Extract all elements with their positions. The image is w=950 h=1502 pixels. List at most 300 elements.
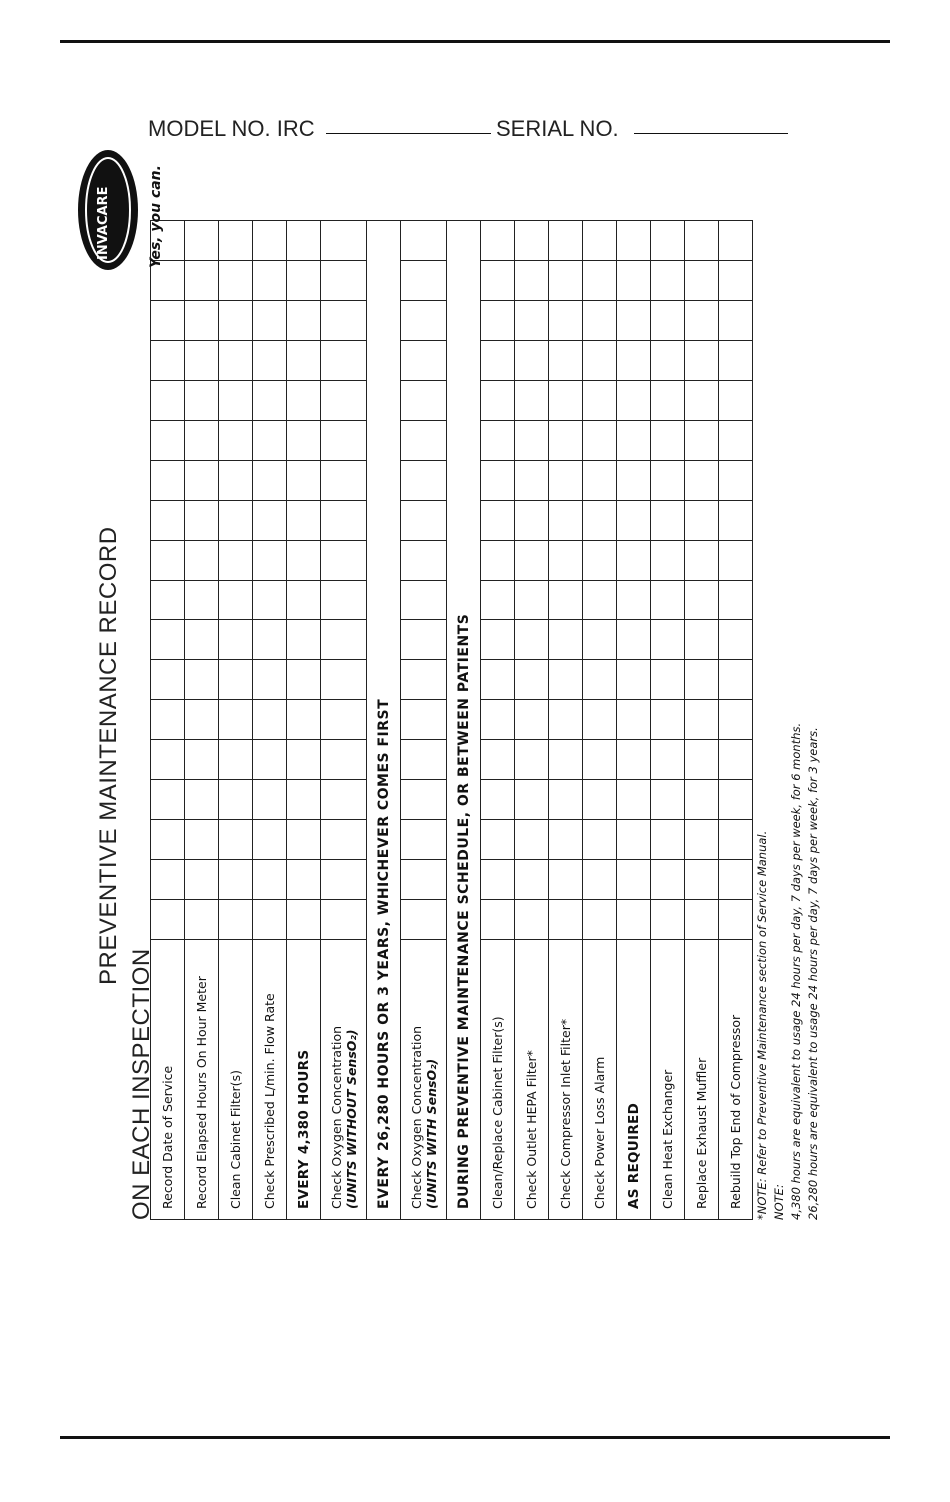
section-heading: EVERY 26,280 HOURS OR 3 YEARS, WHICHEVER COMES FIRST [367, 221, 401, 1220]
entry-cell[interactable] [253, 221, 287, 261]
entry-cell[interactable] [651, 340, 685, 380]
task-label [549, 940, 583, 1220]
model-number-field[interactable] [326, 133, 491, 134]
entry-cell[interactable] [481, 740, 515, 780]
entry-cell [287, 620, 321, 660]
entry-cell[interactable] [549, 780, 583, 820]
entry-cell[interactable] [321, 261, 367, 301]
tagline: Yes, you can. [148, 165, 164, 268]
entry-cell[interactable] [719, 380, 753, 420]
entry-cell[interactable] [549, 820, 583, 860]
entry-cell[interactable] [185, 660, 219, 700]
entry-cell[interactable] [719, 460, 753, 500]
entry-cell[interactable] [515, 660, 549, 700]
maintenance-form [50, 220, 820, 1220]
entry-cell[interactable] [401, 820, 447, 860]
form-title: PREVENTIVE MAINTENANCE RECORD [95, 526, 122, 985]
entry-cell [287, 900, 321, 940]
entry-cell[interactable] [401, 380, 447, 420]
entry-cell[interactable] [321, 900, 367, 940]
entry-cell[interactable] [321, 221, 367, 261]
task-label [651, 940, 685, 1220]
entry-cell[interactable] [685, 580, 719, 620]
entry-cell[interactable] [481, 860, 515, 900]
entry-cell[interactable] [185, 261, 219, 301]
entry-cell[interactable] [151, 900, 185, 940]
entry-cell[interactable] [151, 780, 185, 820]
entry-cell[interactable] [685, 420, 719, 460]
task-label [321, 940, 367, 1220]
entry-cell[interactable] [685, 340, 719, 380]
entry-cell [287, 261, 321, 301]
top-rule [60, 40, 890, 43]
entry-cell[interactable] [515, 221, 549, 261]
entry-cell[interactable] [401, 261, 447, 301]
entry-cell[interactable] [321, 500, 367, 540]
entry-cell[interactable] [321, 620, 367, 660]
entry-cell [617, 460, 651, 500]
entry-cell[interactable] [583, 580, 617, 620]
bottom-rule [60, 1436, 890, 1439]
entry-cell[interactable] [719, 860, 753, 900]
entry-cell[interactable] [401, 580, 447, 620]
table-row [685, 221, 719, 1220]
section-heading: DURING PREVENTIVE MAINTENANCE SCHEDULE, OR BETWEEN PATIENTS [447, 221, 481, 1220]
entry-cell[interactable] [481, 500, 515, 540]
model-serial-line [148, 116, 798, 146]
entry-cell[interactable] [481, 540, 515, 580]
task-label-text: Rebuild Top End of Compressor [728, 1014, 743, 1209]
entry-cell[interactable] [401, 660, 447, 700]
entry-cell[interactable] [481, 780, 515, 820]
entry-cell[interactable] [685, 380, 719, 420]
entry-cell[interactable] [219, 500, 253, 540]
entry-cell[interactable] [253, 620, 287, 660]
entry-cell[interactable] [321, 660, 367, 700]
entry-cell[interactable] [685, 740, 719, 780]
entry-cell[interactable] [151, 740, 185, 780]
entry-cell[interactable] [253, 261, 287, 301]
entry-cell[interactable] [253, 700, 287, 740]
entry-cell[interactable] [253, 420, 287, 460]
entry-cell[interactable] [219, 301, 253, 341]
entry-cell[interactable] [401, 500, 447, 540]
serial-number-field[interactable] [634, 133, 788, 134]
entry-cell[interactable] [151, 620, 185, 660]
entry-cell[interactable] [719, 700, 753, 740]
entry-cell[interactable] [481, 460, 515, 500]
entry-cell [617, 780, 651, 820]
entry-cell[interactable] [401, 340, 447, 380]
entry-cell[interactable] [549, 221, 583, 261]
entry-cell[interactable] [549, 340, 583, 380]
entry-cell[interactable] [651, 900, 685, 940]
entry-cell[interactable] [321, 301, 367, 341]
entry-cell[interactable] [719, 420, 753, 460]
note-4380-hours: 4,380 hours are equivalent to usage 24 hours per day, 7 days per week, for 6 months. [789, 722, 803, 1220]
entry-cell [617, 500, 651, 540]
entry-cell[interactable] [321, 740, 367, 780]
entry-cell[interactable] [515, 420, 549, 460]
entry-cell[interactable] [651, 820, 685, 860]
entry-cell[interactable] [583, 660, 617, 700]
entry-cell[interactable] [219, 380, 253, 420]
entry-cell[interactable] [515, 780, 549, 820]
entry-cell[interactable] [515, 500, 549, 540]
entry-cell[interactable] [583, 460, 617, 500]
entry-cell[interactable] [583, 900, 617, 940]
entry-cell[interactable] [151, 420, 185, 460]
entry-cell[interactable] [515, 301, 549, 341]
entry-cell[interactable] [151, 580, 185, 620]
table-row [549, 221, 583, 1220]
entry-cell[interactable] [219, 460, 253, 500]
entry-cell[interactable] [719, 740, 753, 780]
entry-cell[interactable] [685, 620, 719, 660]
entry-cell[interactable] [651, 380, 685, 420]
entry-cell[interactable] [515, 580, 549, 620]
entry-cell[interactable] [185, 380, 219, 420]
entry-cell[interactable] [583, 620, 617, 660]
entry-cell[interactable] [515, 900, 549, 940]
entry-cell[interactable] [219, 660, 253, 700]
entry-cell[interactable] [401, 740, 447, 780]
entry-cell[interactable] [219, 900, 253, 940]
entry-cell[interactable] [685, 660, 719, 700]
entry-cell[interactable] [651, 860, 685, 900]
entry-cell[interactable] [515, 700, 549, 740]
entry-cell[interactable] [583, 860, 617, 900]
entry-cell[interactable] [321, 820, 367, 860]
task-label [219, 940, 253, 1220]
entry-cell[interactable] [481, 700, 515, 740]
entry-cell [617, 261, 651, 301]
entry-cell [287, 860, 321, 900]
task-label [719, 940, 753, 1220]
entry-cell[interactable] [401, 460, 447, 500]
entry-cell[interactable] [253, 660, 287, 700]
section-heading [287, 940, 321, 1220]
entry-cell [287, 780, 321, 820]
entry-cell[interactable] [185, 221, 219, 261]
task-label-text: Check Oxygen Concentration [408, 1025, 424, 1209]
entry-cell[interactable] [253, 780, 287, 820]
entry-cell[interactable] [685, 700, 719, 740]
entry-cell [287, 221, 321, 261]
entry-cell[interactable] [185, 540, 219, 580]
entry-cell[interactable] [651, 660, 685, 700]
entry-cell[interactable] [515, 340, 549, 380]
entry-cell[interactable] [481, 340, 515, 380]
table-row [617, 221, 651, 1220]
entry-cell[interactable] [549, 620, 583, 660]
entry-cell[interactable] [253, 380, 287, 420]
entry-cell[interactable] [185, 740, 219, 780]
table-row [185, 221, 219, 1220]
entry-cell [617, 340, 651, 380]
entry-cell[interactable] [685, 780, 719, 820]
entry-cell[interactable] [583, 420, 617, 460]
entry-cell[interactable] [583, 780, 617, 820]
entry-cell [617, 540, 651, 580]
note-heading: NOTE: [772, 1184, 786, 1220]
task-label [401, 940, 447, 1220]
entry-cell[interactable] [481, 820, 515, 860]
entry-cell[interactable] [219, 700, 253, 740]
entry-cell[interactable] [583, 221, 617, 261]
entry-cell[interactable] [321, 780, 367, 820]
table-row [287, 221, 321, 1220]
entry-cell[interactable] [651, 261, 685, 301]
entry-cell[interactable] [401, 780, 447, 820]
on-each-inspection-heading: ON EACH INSPECTION [128, 948, 155, 1220]
entry-cell[interactable] [719, 340, 753, 380]
entry-cell[interactable] [651, 540, 685, 580]
task-label-text: Replace Exhaust Muffler [694, 1057, 709, 1209]
entry-cell[interactable] [253, 820, 287, 860]
entry-cell [287, 301, 321, 341]
entry-cell[interactable] [185, 420, 219, 460]
entry-cell[interactable] [549, 540, 583, 580]
entry-cell[interactable] [401, 860, 447, 900]
entry-cell[interactable] [401, 540, 447, 580]
entry-cell[interactable] [185, 820, 219, 860]
task-label-text: Clean Cabinet Filter(s) [228, 1070, 243, 1209]
entry-cell[interactable] [651, 580, 685, 620]
entry-cell [287, 380, 321, 420]
logo-block [80, 150, 170, 270]
entry-cell[interactable] [583, 540, 617, 580]
table-row [151, 221, 185, 1220]
entry-cell[interactable] [651, 460, 685, 500]
entry-cell[interactable] [321, 420, 367, 460]
entry-cell[interactable] [651, 221, 685, 261]
entry-cell[interactable] [549, 420, 583, 460]
entry-cell[interactable] [651, 420, 685, 460]
entry-cell [287, 740, 321, 780]
entry-cell[interactable] [401, 620, 447, 660]
entry-cell[interactable] [515, 620, 549, 660]
entry-cell[interactable] [253, 900, 287, 940]
entry-cell[interactable] [253, 460, 287, 500]
entry-cell[interactable] [719, 820, 753, 860]
task-label-text: Record Elapsed Hours On Hour Meter [194, 976, 209, 1209]
task-label-text: Clean/Replace Cabinet Filter(s) [490, 1016, 505, 1209]
entry-cell[interactable] [401, 221, 447, 261]
entry-cell[interactable] [719, 301, 753, 341]
entry-cell[interactable] [651, 780, 685, 820]
entry-cell[interactable] [151, 500, 185, 540]
entry-cell[interactable] [321, 860, 367, 900]
entry-cell[interactable] [515, 860, 549, 900]
entry-cell[interactable] [151, 380, 185, 420]
entry-cell[interactable] [583, 820, 617, 860]
entry-cell[interactable] [719, 900, 753, 940]
entry-cell[interactable] [481, 301, 515, 341]
entry-cell[interactable] [685, 261, 719, 301]
entry-cell[interactable] [651, 740, 685, 780]
entry-cell[interactable] [685, 900, 719, 940]
task-label-text: Clean Heat Exchanger [660, 1069, 675, 1209]
entry-cell[interactable] [719, 580, 753, 620]
entry-cell[interactable] [719, 500, 753, 540]
entry-cell[interactable] [651, 500, 685, 540]
entry-cell[interactable] [685, 301, 719, 341]
entry-cell[interactable] [219, 340, 253, 380]
entry-cell [287, 580, 321, 620]
entry-cell[interactable] [685, 820, 719, 860]
entry-cell[interactable] [185, 860, 219, 900]
entry-cell[interactable] [185, 580, 219, 620]
task-label-text: EVERY 4,380 HOURS [295, 1049, 312, 1209]
entry-cell[interactable] [219, 820, 253, 860]
entry-cell[interactable] [549, 700, 583, 740]
entry-cell[interactable] [321, 700, 367, 740]
entry-cell[interactable] [515, 380, 549, 420]
table-row [219, 221, 253, 1220]
table-row [367, 221, 401, 1220]
entry-cell [617, 301, 651, 341]
entry-cell[interactable] [651, 700, 685, 740]
entry-cell[interactable] [583, 700, 617, 740]
entry-cell[interactable] [151, 340, 185, 380]
entry-cell[interactable] [185, 301, 219, 341]
entry-cell[interactable] [253, 740, 287, 780]
footnotes [754, 220, 822, 1220]
entry-cell[interactable] [219, 860, 253, 900]
entry-cell[interactable] [481, 420, 515, 460]
entry-cell[interactable] [583, 740, 617, 780]
entry-cell[interactable] [549, 261, 583, 301]
entry-cell[interactable] [583, 340, 617, 380]
entry-cell[interactable] [719, 540, 753, 580]
entry-cell[interactable] [219, 580, 253, 620]
form-header [50, 220, 160, 1220]
entry-cell[interactable] [321, 580, 367, 620]
task-label-sub: (UNITS WITH SensO₂) [423, 1058, 439, 1209]
entry-cell[interactable] [219, 740, 253, 780]
entry-cell[interactable] [219, 780, 253, 820]
entry-cell[interactable] [549, 660, 583, 700]
entry-cell [617, 620, 651, 660]
entry-cell[interactable] [401, 420, 447, 460]
entry-cell[interactable] [185, 780, 219, 820]
entry-cell[interactable] [481, 900, 515, 940]
entry-cell[interactable] [321, 340, 367, 380]
entry-cell[interactable] [719, 261, 753, 301]
entry-cell[interactable] [401, 301, 447, 341]
task-label [253, 940, 287, 1220]
entry-cell[interactable] [401, 700, 447, 740]
entry-cell[interactable] [185, 900, 219, 940]
entry-cell[interactable] [219, 221, 253, 261]
entry-cell[interactable] [583, 261, 617, 301]
entry-cell[interactable] [185, 500, 219, 540]
entry-cell[interactable] [583, 380, 617, 420]
entry-cell[interactable] [219, 540, 253, 580]
entry-cell[interactable] [549, 380, 583, 420]
table-row [253, 221, 287, 1220]
entry-cell[interactable] [481, 580, 515, 620]
entry-cell[interactable] [583, 500, 617, 540]
entry-cell[interactable] [401, 900, 447, 940]
entry-cell[interactable] [185, 700, 219, 740]
entry-cell[interactable] [481, 620, 515, 660]
table-row [515, 221, 549, 1220]
entry-cell[interactable] [481, 660, 515, 700]
entry-cell[interactable] [253, 540, 287, 580]
entry-cell[interactable] [151, 540, 185, 580]
entry-cell[interactable] [151, 700, 185, 740]
entry-cell[interactable] [549, 580, 583, 620]
entry-cell[interactable] [321, 380, 367, 420]
entry-cell[interactable] [549, 860, 583, 900]
entry-cell[interactable] [549, 301, 583, 341]
entry-cell[interactable] [151, 860, 185, 900]
entry-cell[interactable] [219, 420, 253, 460]
entry-cell[interactable] [549, 900, 583, 940]
entry-cell[interactable] [685, 540, 719, 580]
entry-cell[interactable] [515, 540, 549, 580]
entry-cell[interactable] [481, 380, 515, 420]
entry-cell[interactable] [515, 261, 549, 301]
entry-cell[interactable] [219, 620, 253, 660]
entry-cell[interactable] [151, 460, 185, 500]
entry-cell[interactable] [515, 740, 549, 780]
entry-cell[interactable] [481, 261, 515, 301]
entry-cell[interactable] [685, 500, 719, 540]
entry-cell[interactable] [515, 460, 549, 500]
entry-cell[interactable] [719, 660, 753, 700]
entry-cell[interactable] [185, 460, 219, 500]
entry-cell[interactable] [685, 860, 719, 900]
entry-cell[interactable] [151, 820, 185, 860]
entry-cell[interactable] [185, 620, 219, 660]
entry-cell[interactable] [321, 460, 367, 500]
entry-cell[interactable] [219, 261, 253, 301]
entry-cell[interactable] [151, 301, 185, 341]
note-service-manual: *NOTE: Refer to Preventive Maintenance section of Service Manual. [755, 830, 769, 1220]
entry-cell[interactable] [685, 460, 719, 500]
entry-cell[interactable] [549, 740, 583, 780]
entry-cell[interactable] [253, 340, 287, 380]
table-row [651, 221, 685, 1220]
entry-cell[interactable] [151, 660, 185, 700]
entry-cell[interactable] [719, 780, 753, 820]
entry-cell[interactable] [549, 500, 583, 540]
entry-cell[interactable] [651, 301, 685, 341]
entry-cell[interactable] [515, 820, 549, 860]
entry-cell[interactable] [583, 301, 617, 341]
entry-cell[interactable] [549, 460, 583, 500]
entry-cell[interactable] [481, 221, 515, 261]
entry-cell[interactable] [253, 301, 287, 341]
entry-cell[interactable] [321, 540, 367, 580]
maintenance-grid [150, 220, 753, 1220]
entry-cell[interactable] [253, 500, 287, 540]
entry-cell[interactable] [253, 580, 287, 620]
entry-cell[interactable] [651, 620, 685, 660]
table-row [321, 221, 367, 1220]
entry-cell[interactable] [253, 860, 287, 900]
entry-cell[interactable] [685, 221, 719, 261]
entry-cell [287, 460, 321, 500]
entry-cell[interactable] [185, 340, 219, 380]
table-row [719, 221, 753, 1220]
entry-cell [287, 420, 321, 460]
entry-cell[interactable] [719, 221, 753, 261]
entry-cell[interactable] [719, 620, 753, 660]
